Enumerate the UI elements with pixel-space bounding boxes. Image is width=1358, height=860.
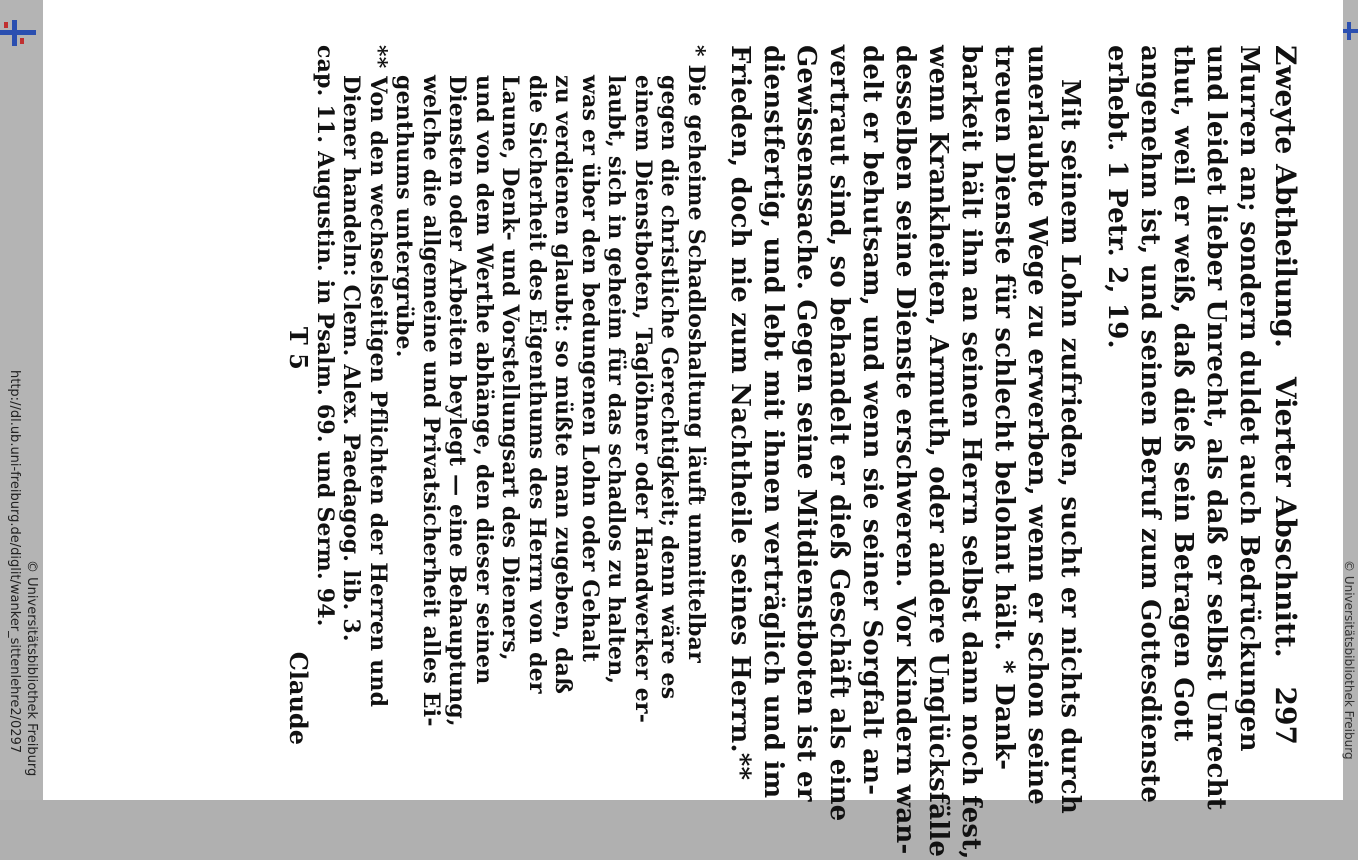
left-margin-strip (0, 0, 43, 800)
text-line: Gewissenssache. Gegen seine Mitdienstboten ist er (791, 45, 821, 802)
note-line: * Die geheime Schadloshaltung läuft unmittelbar (683, 45, 709, 663)
library-logo-right-icon (1343, 22, 1358, 40)
note-line: die Sicherheit des Eigenthums des Herrn von der (524, 75, 550, 694)
note-line: genthums untergrübe. (391, 75, 418, 358)
page-number: 297 (1269, 686, 1302, 745)
footnote-1 (391, 45, 709, 765)
text-line: treuen Dienste für schlecht belohnt hält. * Dank- (989, 45, 1019, 771)
text-line: wenn Krankheiten, Armuth, oder andere Unglücksfälle (923, 45, 953, 858)
source-url[interactable]: http://dl.ub.uni-freiburg.de/diglit/wanker_sittenlehre2/0297 (7, 370, 22, 754)
note-line: gegen die christliche Gerechtigkeit; denn wäre es (656, 75, 683, 700)
library-logo-icon (0, 18, 36, 48)
paragraph-2 (723, 45, 1086, 860)
note-line: Laune, Denk- und Vorstellungsart des Dieners, (497, 75, 524, 661)
text-line: Frieden, doch nie zum Nachtheile seines Herrn.** (725, 45, 755, 781)
text-line: desselben seine Dienste erschweren. Vor Kindern wan- (890, 45, 920, 855)
note-line: ** Von den wechselseitigen Pflichten der Herren und (365, 45, 391, 708)
note-line: Diensten oder Arbeiten beylegt — eine Behauptung, (444, 75, 471, 727)
text-line: vertraut sind, so behandelt er dieß Geschäft als eine (824, 45, 854, 822)
note-line: zu verdienen glaubt: so müßte man zugeben, daß (550, 75, 577, 695)
right-copyright-notice: © Universitätsbibliothek Freiburg (1342, 560, 1356, 760)
text-line: delt er behutsam, und wenn sie seiner Sorgfalt an- (857, 45, 887, 796)
text-line: Mit seinem Lohn zufrieden, sucht er nichts durch (1055, 79, 1085, 814)
note-line: welche die allgemeine und Privatsicherheit alles Ei- (418, 75, 444, 727)
note-line: cap. 11. Augustin. in Psalm. 69. und Serm. 94. (312, 45, 338, 627)
header-subsection: Vierter Abschnitt. (1269, 376, 1302, 658)
text-line: Murren an; sondern duldet auch Bedrückungen (1234, 45, 1264, 752)
text-line: dienstfertig, und lebt mit ihnen verträglich und im (758, 45, 788, 799)
copyright-notice: © Universitätsbibliothek Freiburg (24, 560, 39, 777)
note-line: und von dem Werthe abhänge, den dieser seinen (471, 75, 497, 685)
header-section: Zweyte Abtheilung. (1269, 45, 1302, 348)
note-line: einem Dienstboten, Taglöhner oder Handwerker er- (630, 75, 656, 724)
note-line: was er über den bedungenen Lohn oder Gehalt (577, 75, 603, 663)
text-line: barkeit hält ihn an seinen Herrn selbst dann noch fest, (956, 45, 986, 860)
signature-mark: T 5 (284, 326, 314, 370)
text-line: angenehm ist, und seinen Beruf zum Gottesdienste (1135, 45, 1165, 804)
paragraph-1 (1100, 45, 1265, 810)
footnote-2 (312, 45, 392, 765)
note-line: laubt, sich in geheim für das schadlos zu halten, (603, 75, 630, 685)
page-footer (286, 45, 312, 745)
scan-text-block (284, 45, 1306, 860)
text-line: und leidet lieber Unrecht, als daß er selbst Unrecht (1201, 45, 1231, 810)
text-line: erhebt. 1 Petr. 2, 19. (1102, 45, 1132, 349)
text-line: unerlaubte Wege zu erwerben, wenn er schon seine (1022, 45, 1052, 806)
text-line: thut, weil er weiß, daß dieß sein Betragen Gott (1168, 45, 1198, 742)
note-line: Diener handeln: Clem. Alex. Paedagog. lib. 3. (338, 75, 365, 642)
catchword: Claude (284, 651, 314, 745)
page-header (1265, 45, 1305, 745)
